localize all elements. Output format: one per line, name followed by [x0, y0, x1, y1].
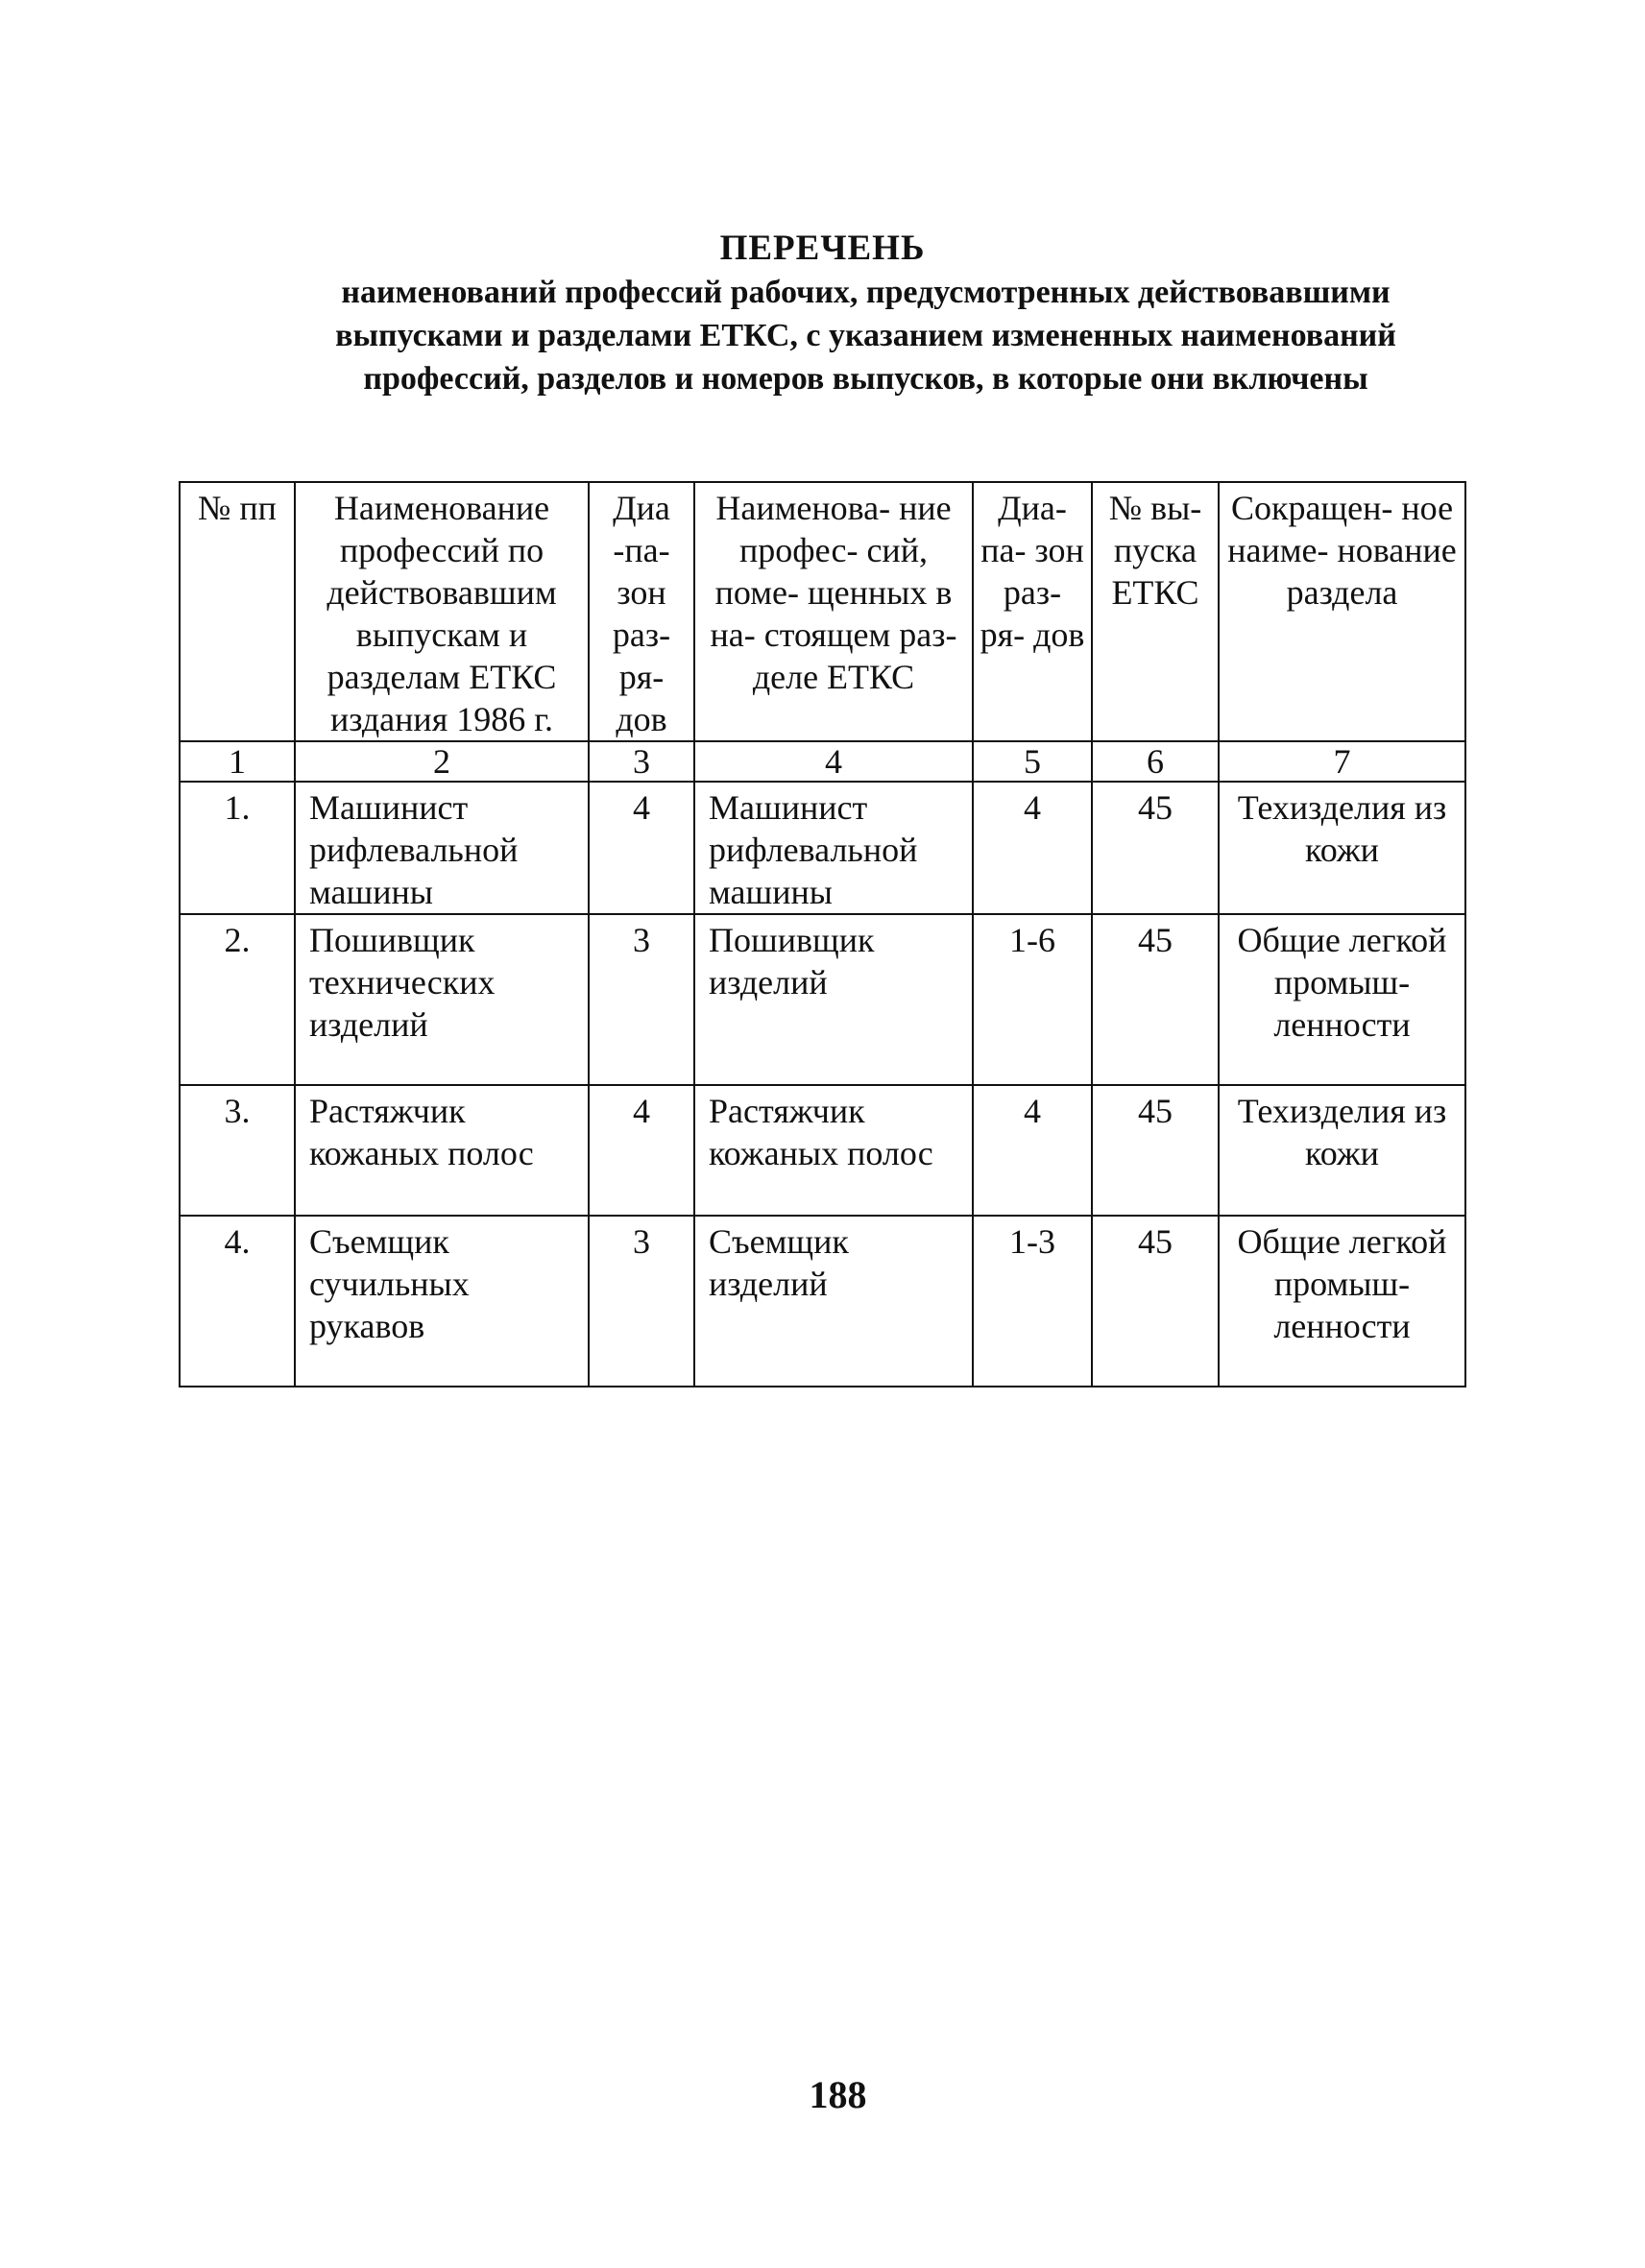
- column-number: 6: [1092, 741, 1219, 782]
- document-heading: [0, 227, 1645, 400]
- header-cell-old-name: Наименование профессий по действовавшим выпускам и разделам ЕТКС издания 1986 г.: [295, 482, 589, 741]
- etks-issue-number: 45: [1092, 1216, 1219, 1387]
- document-title: ПЕРЕЧЕНЬ: [719, 229, 926, 268]
- new-profession-name: Съемщик изделий: [694, 1216, 973, 1387]
- table-row: [180, 782, 1465, 914]
- old-profession-name: Растяжчик кожаных полос: [295, 1085, 589, 1216]
- new-profession-name: Растяжчик кожаных полос: [694, 1085, 973, 1216]
- column-number: 3: [589, 741, 694, 782]
- column-number: 2: [295, 741, 589, 782]
- new-grade-range: 1-6: [973, 914, 1092, 1085]
- table-row: [180, 1216, 1465, 1387]
- document-subtitle: наименований профессий рабочих, предусмотренных действовавшими выпусками и разделами ЕТКС, с указанием измененных наименований профессий, разделов и номеров выпусков, в которые они включены: [335, 275, 1396, 397]
- header-cell-issue: № вы- пуска ЕТКС: [1092, 482, 1219, 741]
- row-number: 1.: [180, 782, 295, 914]
- column-number-row: [180, 741, 1465, 782]
- etks-issue-number: 45: [1092, 914, 1219, 1085]
- old-grade-range: 4: [589, 782, 694, 914]
- header-cell-old-range: Диа -па- зон раз- ря- дов: [589, 482, 694, 741]
- etks-issue-number: 45: [1092, 782, 1219, 914]
- new-grade-range: 4: [973, 1085, 1092, 1216]
- section-short-name: Общие легкой промыш- ленности: [1219, 1216, 1465, 1387]
- header-cell-section: Сокращен- ное наиме- нование раздела: [1219, 482, 1465, 741]
- professions-table: [179, 481, 1466, 1387]
- old-grade-range: 4: [589, 1085, 694, 1216]
- column-number: 4: [694, 741, 973, 782]
- old-profession-name: Пошивщик технических изделий: [295, 914, 589, 1085]
- new-profession-name: Машинист рифлевальной машины: [694, 782, 973, 914]
- header-cell-new-range: Диа- па- зон раз- ря- дов: [973, 482, 1092, 741]
- section-short-name: Техизделия из кожи: [1219, 1085, 1465, 1216]
- old-grade-range: 3: [589, 914, 694, 1085]
- row-number: 2.: [180, 914, 295, 1085]
- old-profession-name: Съемщик сучильных рукавов: [295, 1216, 589, 1387]
- new-grade-range: 1-3: [973, 1216, 1092, 1387]
- header-cell-number: № пп: [180, 482, 295, 741]
- column-number: 7: [1219, 741, 1465, 782]
- table-header-row: [180, 482, 1465, 741]
- row-number: 4.: [180, 1216, 295, 1387]
- header-cell-new-name: Наименова- ние профес- сий, поме- щенных в на- стоящем раз- деле ЕТКС: [694, 482, 973, 741]
- column-number: 1: [180, 741, 295, 782]
- column-number: 5: [973, 741, 1092, 782]
- row-number: 3.: [180, 1085, 295, 1216]
- table-row: [180, 914, 1465, 1085]
- old-profession-name: Машинист рифлевальной машины: [295, 782, 589, 914]
- section-short-name: Общие легкой промыш- ленности: [1219, 914, 1465, 1085]
- new-grade-range: 4: [973, 782, 1092, 914]
- etks-issue-number: 45: [1092, 1085, 1219, 1216]
- section-short-name: Техизделия из кожи: [1219, 782, 1465, 914]
- old-grade-range: 3: [589, 1216, 694, 1387]
- new-profession-name: Пошивщик изделий: [694, 914, 973, 1085]
- page-number: 188: [809, 2073, 867, 2116]
- table-row: [180, 1085, 1465, 1216]
